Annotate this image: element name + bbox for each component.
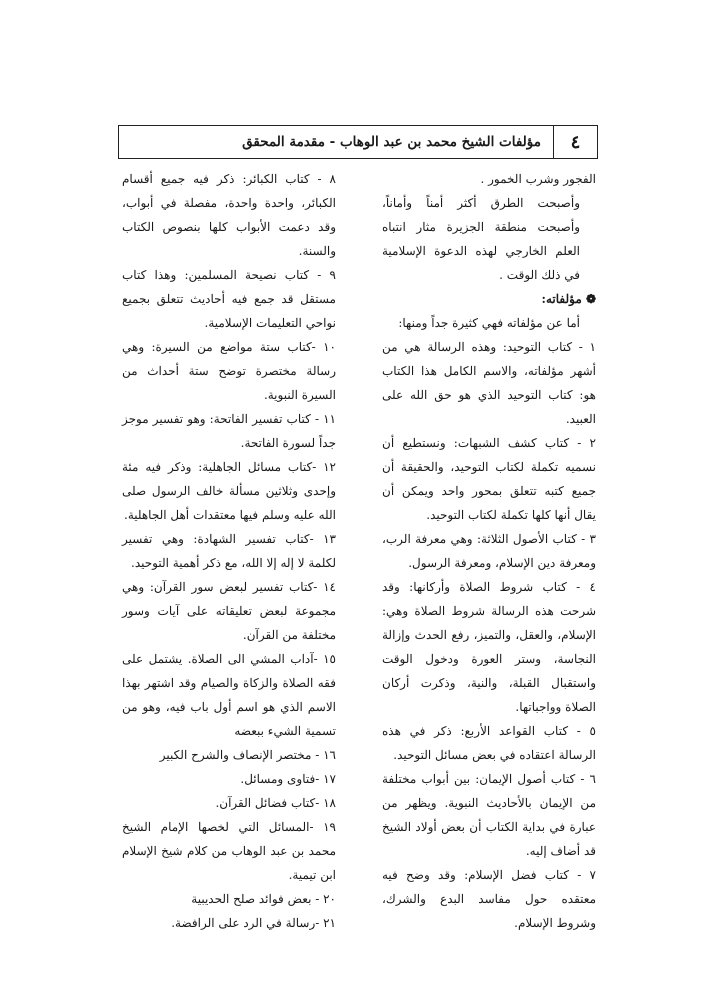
paragraph: وأصبحت الطرق أكثر أمناً وأماناً، وأصبحت منطقة الجزيرة مثار انتباه العلم الخارجي لهذه الدعوة الإسلامية في ذلك الوقت .: [382, 196, 580, 282]
running-title: مؤلفات الشيخ محمد بن عبد الوهاب - مقدمة المحقق: [242, 134, 541, 150]
list-item: ١١ - كتاب تفسير الفاتحة: وهو تفسير موجز جداً لسورة الفاتحة.: [122, 412, 336, 450]
paragraph: أما عن مؤلفاته فهي كثيرة جداً ومنها:: [398, 316, 580, 330]
list-item: ٣ - كتاب الأصول الثلاثة: وهي معرفة الرب، ومعرفة دين الإسلام، ومعرفة الرسول.: [382, 532, 596, 570]
list-item: ٥ - كتاب القواعد الأربع: ذكر في هذه الرسالة اعتقاده في بعض مسائل التوحيد.: [382, 724, 596, 762]
list-item: ٢ - كتاب كشف الشبهات: ونستطيع أن نسميه تكملة لكتاب التوحيد، والحقيقة أن جميع كتبه تتعلق بمحور واحد ويمكن أن يقال أنها كلها تكملة لكتاب التوحيد.: [382, 436, 596, 522]
left-column: [122, 167, 336, 935]
list-item: ٦ - كتاب أصول الإيمان: بين أبواب مختلفة من الإيمان بالأحاديث النبوية. ويظهر من عبارة في بداية الكتاب أن بعض أولاد الشيخ قد أضاف إليه.: [382, 772, 596, 858]
page-number: ٤: [553, 126, 597, 158]
list-item: ١٣ -كتاب تفسير الشهادة: وهي تفسير لكلمة لا إله إلا الله، مع ذكر أهمية التوحيد.: [122, 532, 336, 570]
right-column: [382, 167, 596, 935]
list-item: ١٢ -كتاب مسائل الجاهلية: وذكر فيه مئة وإحدى وثلاثين مسألة خالف الرسول صلى الله عليه وسلم فيها معتقدات أهل الجاهلية.: [122, 460, 336, 522]
paragraph: الفجور وشرب الخمور .: [480, 172, 596, 186]
list-item: ١٥ -آداب المشي الى الصلاة. يشتمل على فقه الصلاة والزكاة والصيام وقد اشتهر بهذا الاسم الذي هو اسم أول باب فيه، وهو من تسمية الشيء ببعضه: [122, 652, 336, 738]
list-item: ١٩ -المسائل التي لخصها الإمام الشيخ محمد بن عبد الوهاب من كلام شيخ الإسلام ابن تيمية.: [122, 820, 336, 882]
list-item: ٩ - كتاب نصيحة المسلمين: وهذا كتاب مستقل قد جمع فيه أحاديث تتعلق بجميع نواحي التعليمات الإسلامية.: [122, 268, 336, 330]
list-item: ١٤ -كتاب تفسير لبعض سور القرآن: وهي مجموعة لبعض تعليقاته على آيات وسور مختلفة من القرآن.: [122, 580, 336, 642]
list-item: ١٨ -كتاب فضائل القرآن.: [215, 796, 336, 810]
list-item: ١ - كتاب التوحيد: وهذه الرسالة هي من أشهر مؤلفاته، والاسم الكامل هذا الكتاب هو: كتاب التوحيد الذي هو حق الله على العبيد.: [382, 340, 596, 426]
list-item: ٢١ -رسالة في الرد على الرافضة.: [171, 916, 336, 930]
list-item: ١٠ -كتاب ستة مواضع من السيرة: وهي رسالة مختصرة توضح ستة أحداث من السيرة النبوية.: [122, 340, 336, 402]
list-item: ٤ - كتاب شروط الصلاة وأركانها: وقد شرحت هذه الرسالة شروط الصلاة وهي: الإسلام، والعقل، والتميز، رفع الحدث وإزالة النجاسة، وستر العورة ودخول الوقت واستقبال القبلة، والنية، وذكرت أركان الصلاة وواجباتها.: [382, 580, 596, 714]
page-header: [118, 125, 598, 159]
list-item: ٨ - كتاب الكبائر: ذكر فيه جميع أقسام الكبائر، واحدة واحدة، مفصلة في أبواب، وقد دعمت الأبواب كلها بنصوص الكتاب والسنة.: [122, 172, 336, 258]
list-item: ١٦ - مختصر الإنصاف والشرح الكبير: [159, 748, 336, 762]
list-item: ٢٠ - بعض فوائد صلح الحديبية: [191, 892, 336, 906]
list-item: ٧ - كتاب فضل الإسلام: وقد وضح فيه معتقده حول مفاسد البدع والشرك، وشروط الإسلام.: [382, 868, 596, 930]
section-heading: ❁ مؤلفاته:: [541, 292, 596, 306]
list-item: ١٧ -فتاوى ومسائل.: [240, 772, 336, 786]
